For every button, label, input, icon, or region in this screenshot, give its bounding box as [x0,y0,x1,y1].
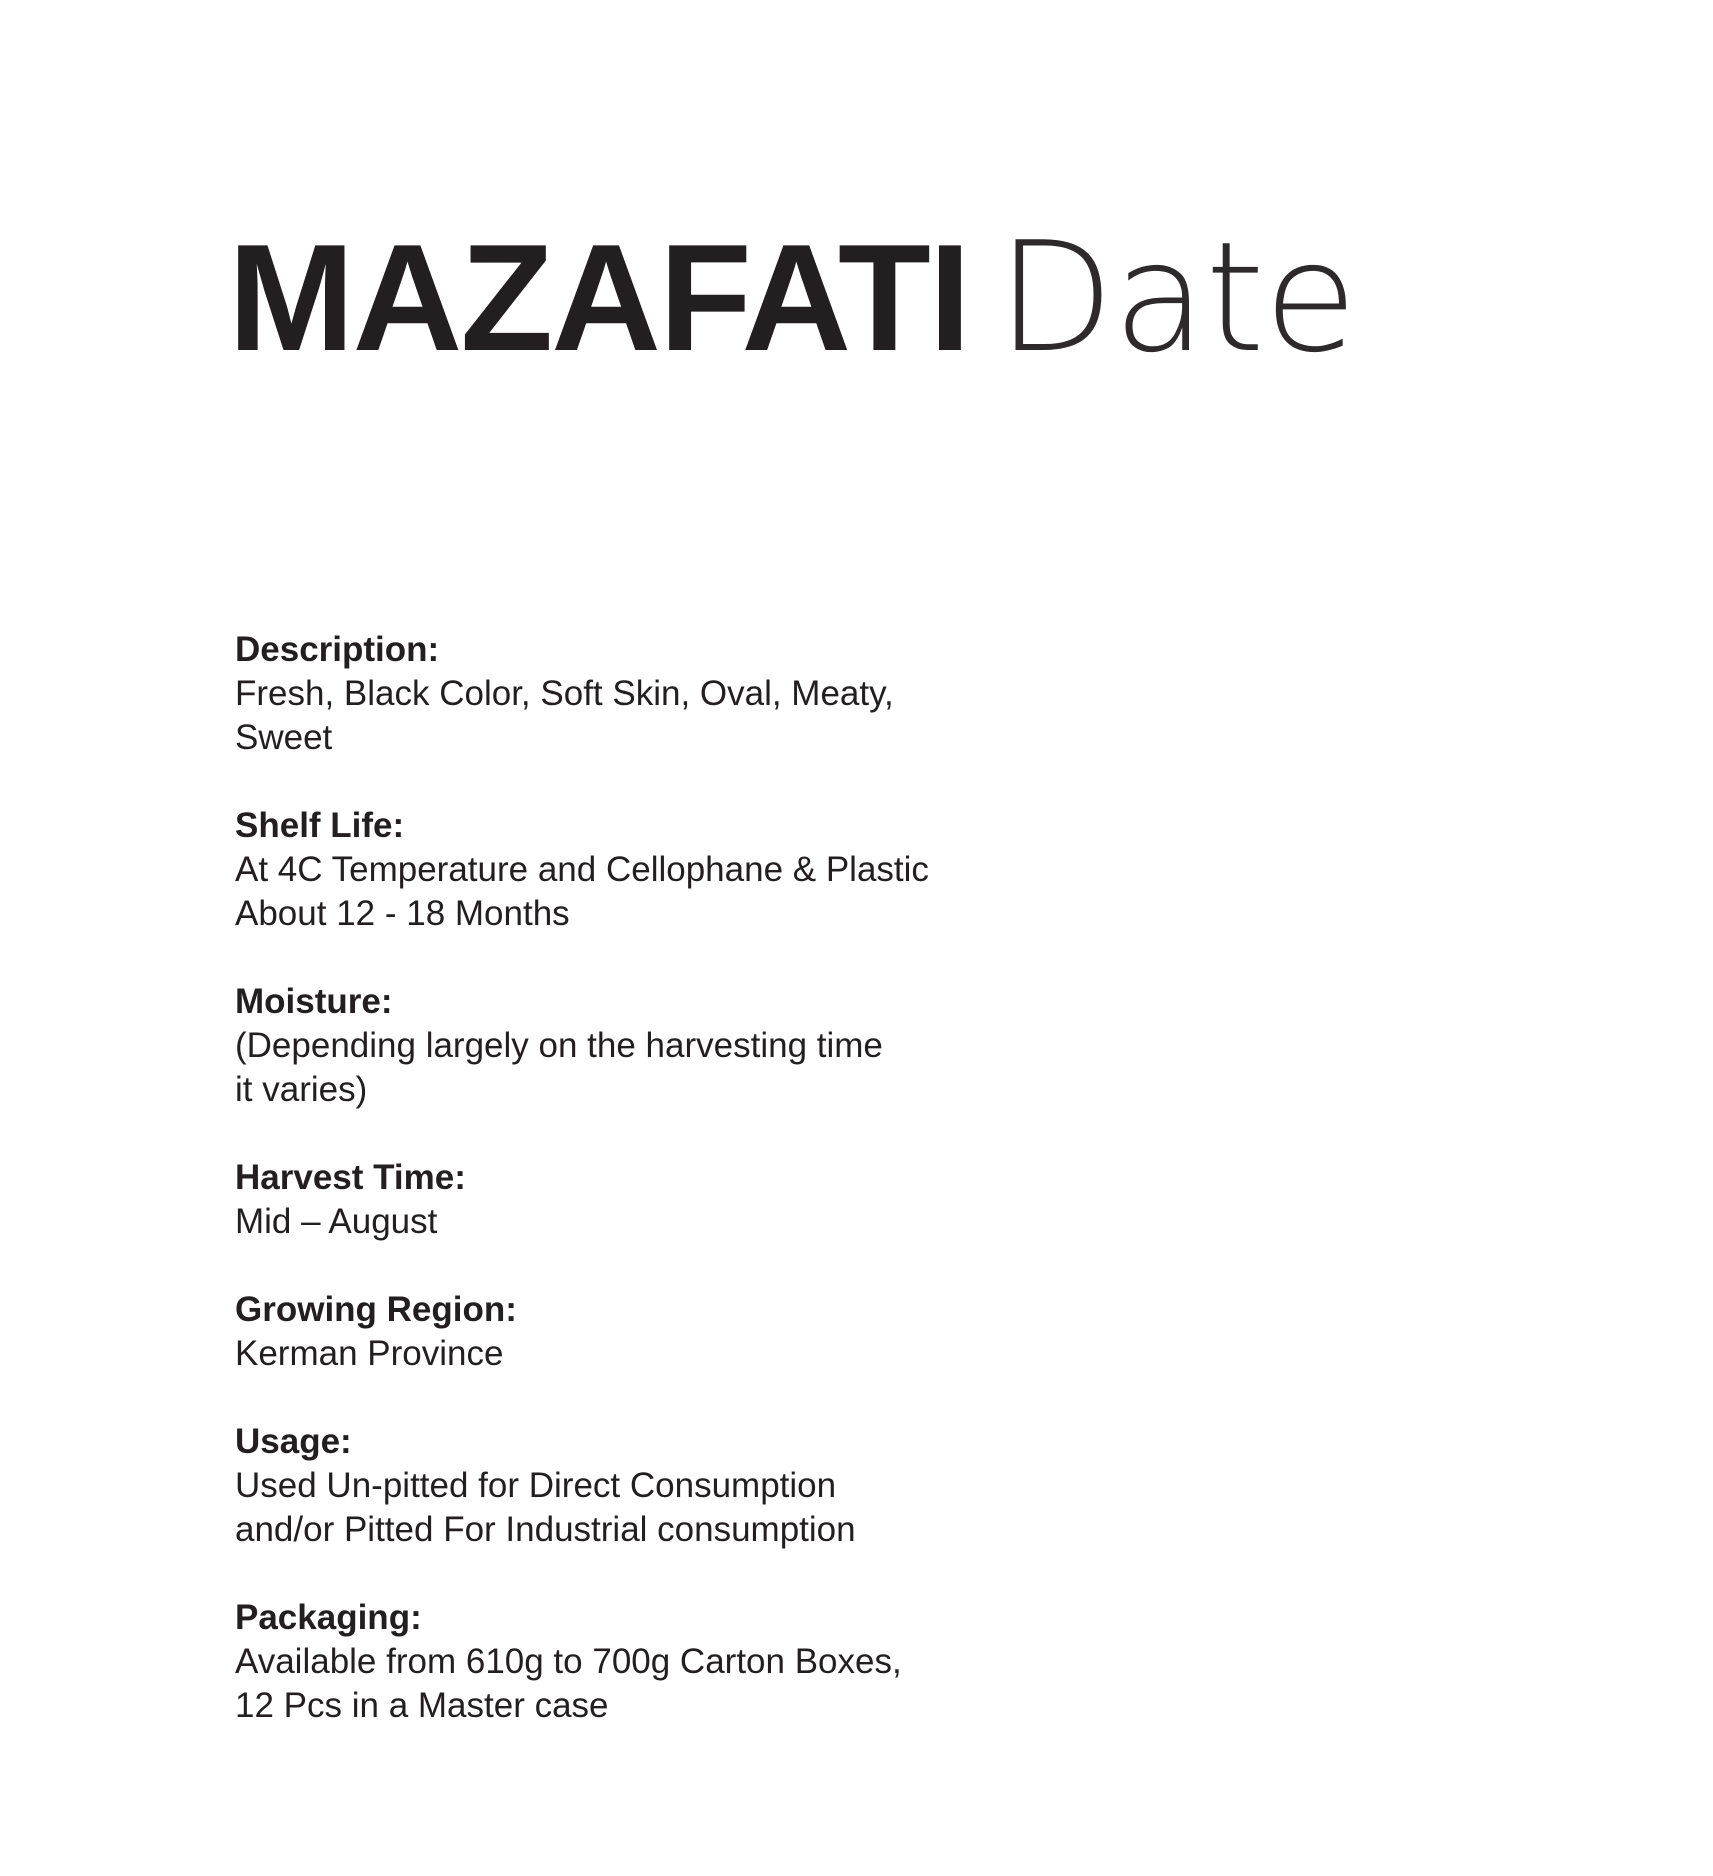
spec-value: Fresh, Black Color, Soft Skin, Oval, Meaty, Sweet [235,674,894,757]
spec-value: (Depending largely on the harvesting time it varies) [235,1026,883,1109]
spec-value: Used Un-pitted for Direct Consumption and/or Pitted For Industrial consumption [235,1466,856,1549]
spec-growing-region [235,1288,995,1376]
spec-label: Harvest Time: [235,1158,466,1197]
spec-shelf-life [235,804,995,936]
spec-value: Available from 610g to 700g Carton Boxes, 12 Pcs in a Master case [235,1642,902,1725]
spec-usage [235,1420,995,1552]
spec-list [235,628,995,1772]
spec-description [235,628,995,760]
spec-value: At 4C Temperature and Cellophane & Plastic About 12 - 18 Months [235,850,929,933]
spec-moisture [235,980,995,1112]
spec-value: Mid – August [235,1202,438,1241]
spec-value: Kerman Province [235,1334,504,1373]
spec-label: Growing Region: [235,1290,517,1329]
title-product-name: MAZAFATI [228,213,970,383]
spec-label: Packaging: [235,1598,422,1637]
title-product-type: Date [997,209,1357,386]
spec-label: Usage: [235,1422,352,1461]
spec-packaging [235,1596,995,1728]
page-title [228,209,1357,386]
spec-label: Description: [235,630,440,669]
spec-label: Shelf Life: [235,806,405,845]
spec-label: Moisture: [235,982,393,1021]
spec-harvest-time [235,1156,995,1244]
